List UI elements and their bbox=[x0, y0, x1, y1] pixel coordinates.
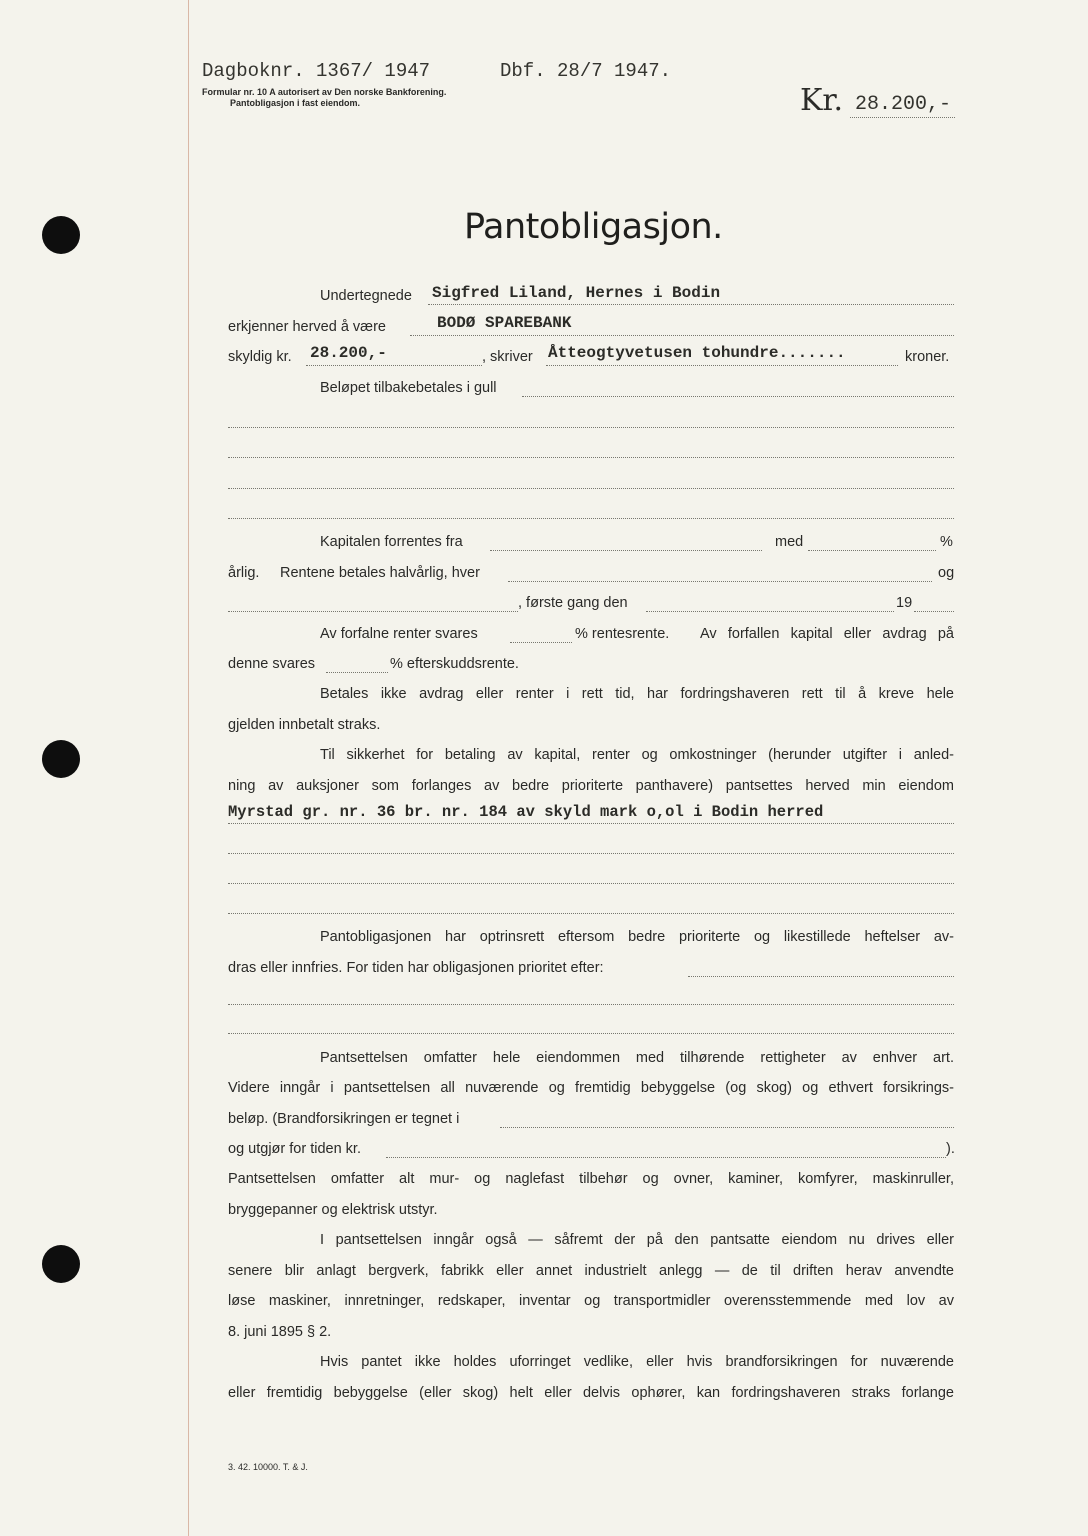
default-clause-line bbox=[320, 685, 954, 703]
blank-line bbox=[228, 1003, 954, 1005]
compound-interest-label: Av forfalne renter svares bbox=[320, 626, 478, 642]
insured-amount-label: og utgjør for tiden kr. bbox=[228, 1141, 361, 1157]
debtor-label: Undertegnede bbox=[320, 288, 412, 304]
percent-sign: % bbox=[940, 534, 953, 550]
priority-line bbox=[688, 975, 954, 977]
blank-line bbox=[228, 882, 954, 884]
date-line bbox=[228, 610, 518, 612]
interest-from-line bbox=[490, 549, 762, 551]
creditor-label: erkjenner herved å være bbox=[228, 319, 386, 335]
compound-interest-suffix: % rentesrente. bbox=[575, 626, 670, 642]
registration-date: Dbf. 28/7 1947. bbox=[500, 60, 672, 82]
year-line bbox=[914, 610, 954, 612]
repayment-gold-label: Beløpet tilbakebetales i gull bbox=[320, 380, 497, 396]
fire-insurance-line bbox=[500, 1126, 954, 1128]
kroner-label: kroner. bbox=[905, 349, 950, 365]
and-label: og bbox=[938, 565, 955, 581]
punch-hole bbox=[42, 740, 80, 778]
semiannual-line bbox=[508, 580, 932, 582]
arrears-line bbox=[326, 671, 388, 673]
security-clause-1: Til sikkerhet for betaling av kapital, renter og omkostninger (herunder utgifter i anled- bbox=[320, 747, 954, 763]
security-clause-2: ning av auksjoner som forlanges av bedre prioriterte panthavere) pantsettes herved min eiendom bbox=[228, 778, 954, 794]
header-amount: 28.200,- bbox=[855, 93, 952, 116]
compound-interest-line bbox=[510, 641, 572, 643]
industrial-clause-2: senere blir anlagt bergverk, fabrikk eller annet industrielt anlegg — de til driften herav anvendte bbox=[228, 1263, 954, 1279]
first-time-label: , første gang den bbox=[518, 595, 628, 611]
scope-clause-1: Pantsettelsen omfatter hele eiendommen med tilhørende rettigheter av enhver art. bbox=[320, 1050, 954, 1066]
blank-line bbox=[228, 487, 954, 489]
property-line bbox=[228, 822, 954, 824]
document-title: Pantobligasjon. bbox=[464, 207, 723, 247]
year-prefix: 19 bbox=[896, 595, 913, 611]
gold-line bbox=[522, 395, 954, 397]
priority-clause-2: dras eller innfries. For tiden har obligasjonen prioritet efter: bbox=[228, 960, 604, 976]
blank-line bbox=[228, 456, 954, 458]
annual-label: årlig. bbox=[228, 565, 260, 581]
interest-from-label: Kapitalen forrentes fra bbox=[320, 534, 463, 550]
debt-amount-line bbox=[306, 364, 482, 366]
debt-in-words: Åtteogtyvetusen tohundre....... bbox=[548, 344, 846, 362]
semiannual-label: Rentene betales halvårlig, hver bbox=[280, 565, 480, 581]
insured-amount-close: ). bbox=[946, 1141, 955, 1157]
fixtures-clause-2: bryggepanner og elektrisk utstyr. bbox=[228, 1202, 438, 1218]
blank-line bbox=[228, 912, 954, 914]
amount-line bbox=[850, 116, 955, 118]
blank-line bbox=[228, 426, 954, 428]
maintenance-clause-2: eller fremtidig bebyggelse (eller skog) helt eller delvis ophører, kan fordringshaveren straks forlange bbox=[228, 1385, 954, 1401]
debtor-name: Sigfred Liland, Hernes i Bodin bbox=[432, 284, 721, 302]
default-clause-end: gjelden innbetalt straks. bbox=[228, 717, 381, 733]
interest-rate-line bbox=[808, 549, 936, 551]
creditor-name: BODØ SPAREBANK bbox=[437, 314, 572, 332]
in-words-label: , skriver bbox=[482, 349, 533, 365]
punch-hole bbox=[42, 216, 80, 254]
arrears-suffix: % efterskuddsrente. bbox=[390, 656, 519, 672]
fire-insurance-label: beløp. (Brandforsikringen er tegnet i bbox=[228, 1111, 460, 1127]
margin-rule bbox=[188, 0, 189, 1536]
debt-amount: 28.200,- bbox=[310, 344, 387, 362]
interest-rate-label: med bbox=[775, 534, 804, 550]
amount-prefix: Kr. bbox=[800, 83, 843, 118]
form-type: Pantobligasjon i fast eiendom. bbox=[230, 98, 361, 108]
scope-clause-2: Videre inngår i pantsettelsen all nuværende og fremtidig bebyggelse (og skog) og ethvert forsikrings- bbox=[228, 1080, 954, 1096]
debtor-line bbox=[428, 303, 954, 305]
first-time-line bbox=[646, 610, 894, 612]
maintenance-clause-1: Hvis pantet ikke holdes uforringet vedlike, eller hvis brandforsikringen for nuværende bbox=[320, 1354, 954, 1370]
blank-line bbox=[228, 852, 954, 854]
industrial-clause-3: løse maskiner, innretninger, redskaper, inventar og transportmidler overensstemmende med lov av bbox=[228, 1293, 954, 1309]
fixtures-clause-1: Pantsettelsen omfatter alt mur- og naglefast tilbehør og ovner, kaminer, komfyrer, maskinruller, bbox=[228, 1171, 954, 1187]
priority-clause-1: Pantobligasjonen har optrinsrett eftersom bedre prioriterte og likestillede heftelser av- bbox=[320, 929, 954, 945]
blank-line bbox=[228, 1032, 954, 1034]
creditor-line bbox=[410, 334, 954, 336]
arrears-label: denne svares bbox=[228, 656, 316, 672]
default-clause-text: Betales ikke avdrag eller renter i rett tid, har fordringshaveren rett til å kreve hele bbox=[320, 686, 954, 702]
industrial-clause-1: I pantsettelsen inngår også — såfremt der på den pantsatte eiendom nu drives eller bbox=[320, 1232, 954, 1248]
form-authorization: Formular nr. 10 A autorisert av Den norske Bankforening. bbox=[202, 87, 447, 97]
insured-amount-line bbox=[386, 1156, 946, 1158]
punch-hole bbox=[42, 1245, 80, 1283]
property-description: Myrstad gr. nr. 36 br. nr. 184 av skyld mark o,ol i Bodin herred bbox=[228, 803, 824, 821]
amount-label: skyldig kr. bbox=[228, 349, 292, 365]
blank-line bbox=[228, 517, 954, 519]
journal-number: Dagboknr. 1367/ 1947 bbox=[202, 60, 431, 82]
in-words-line bbox=[546, 364, 898, 366]
industrial-clause-4: 8. juni 1895 § 2. bbox=[228, 1324, 332, 1340]
print-footer: 3. 42. 10000. T. & J. bbox=[228, 1462, 308, 1472]
overdue-capital-label: Av forfallen kapital eller avdrag på bbox=[700, 626, 954, 642]
